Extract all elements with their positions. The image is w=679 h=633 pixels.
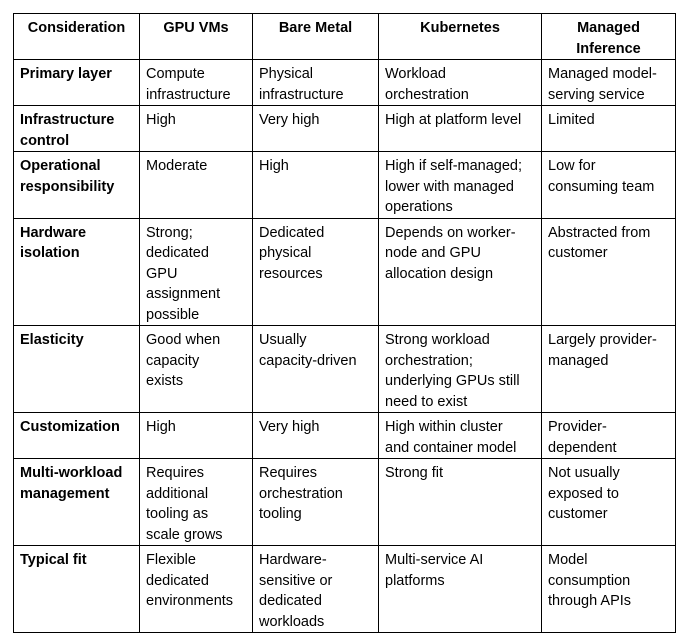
comparison-table — [13, 13, 676, 633]
table-cell: Compute infrastructure — [140, 60, 253, 106]
table-cell: High — [253, 152, 379, 219]
table-cell: Strong fit — [379, 459, 542, 546]
row-label: Elasticity — [14, 326, 140, 413]
table-cell: Model consumption through APIs — [542, 546, 676, 633]
table-cell: Hardware- sensitive or dedicated workloads — [253, 546, 379, 633]
table-row — [14, 459, 676, 546]
table-cell: Dedicated physical resources — [253, 218, 379, 326]
row-label: Infrastructure control — [14, 106, 140, 152]
table-cell: Very high — [253, 413, 379, 459]
table-row — [14, 218, 676, 326]
table-cell: High — [140, 413, 253, 459]
table-row — [14, 546, 676, 633]
row-label: Customization — [14, 413, 140, 459]
table-cell: Very high — [253, 106, 379, 152]
table-cell: High within cluster and container model — [379, 413, 542, 459]
header-consideration: Consideration — [14, 14, 140, 60]
table-row — [14, 413, 676, 459]
table-cell: Limited — [542, 106, 676, 152]
table-cell: Largely provider- managed — [542, 326, 676, 413]
table-cell: Strong workload orchestration; underlying GPUs still need to exist — [379, 326, 542, 413]
header-row — [14, 14, 676, 60]
table-cell: Good when capacity exists — [140, 326, 253, 413]
table-cell: Multi-service AI platforms — [379, 546, 542, 633]
table-cell: Depends on worker- node and GPU allocation design — [379, 218, 542, 326]
table-row — [14, 106, 676, 152]
table-cell: Low for consuming team — [542, 152, 676, 219]
table-cell: High at platform level — [379, 106, 542, 152]
table-cell: Abstracted from customer — [542, 218, 676, 326]
table-cell: High if self-managed; lower with managed operations — [379, 152, 542, 219]
header-gpu-vms: GPU VMs — [140, 14, 253, 60]
table-cell: Requires orchestration tooling — [253, 459, 379, 546]
row-label: Typical fit — [14, 546, 140, 633]
row-label: Multi-workload management — [14, 459, 140, 546]
table-cell: High — [140, 106, 253, 152]
table-cell: Physical infrastructure — [253, 60, 379, 106]
header-bare-metal: Bare Metal — [253, 14, 379, 60]
header-managed-inference: Managed Inference — [542, 14, 676, 60]
table-cell: Not usually exposed to customer — [542, 459, 676, 546]
table-cell: Usually capacity-driven — [253, 326, 379, 413]
table-cell: Requires additional tooling as scale grows — [140, 459, 253, 546]
table-cell: Flexible dedicated environments — [140, 546, 253, 633]
table-cell: Strong; dedicated GPU assignment possible — [140, 218, 253, 326]
table-row — [14, 152, 676, 219]
row-label: Primary layer — [14, 60, 140, 106]
row-label: Hardware isolation — [14, 218, 140, 326]
table-cell: Managed model- serving service — [542, 60, 676, 106]
table-row — [14, 326, 676, 413]
header-kubernetes: Kubernetes — [379, 14, 542, 60]
table-cell: Provider- dependent — [542, 413, 676, 459]
table-cell: Workload orchestration — [379, 60, 542, 106]
table-row — [14, 60, 676, 106]
row-label: Operational responsibility — [14, 152, 140, 219]
table-cell: Moderate — [140, 152, 253, 219]
